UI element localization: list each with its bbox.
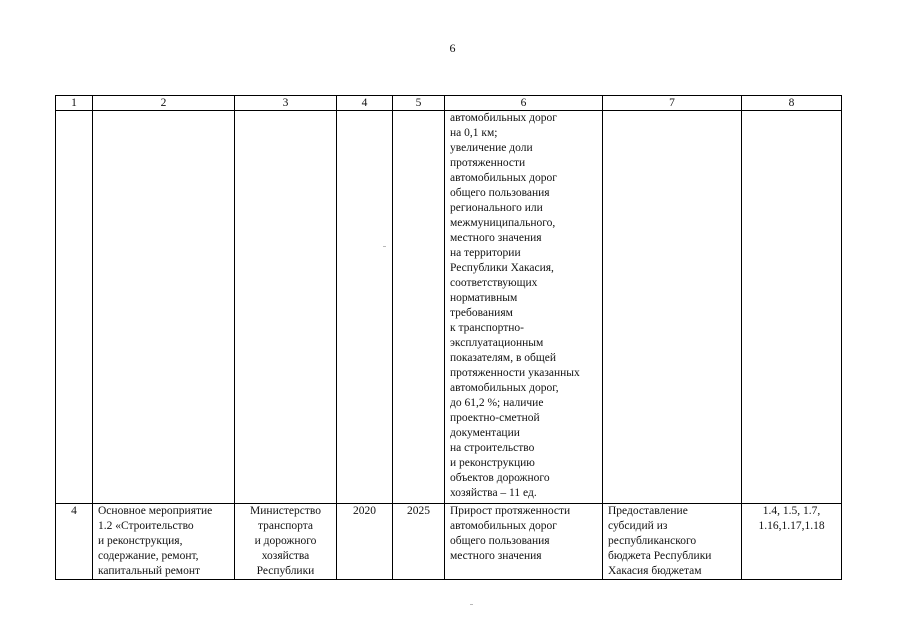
table-cell: 1.4, 1.5, 1.7, 1.16,1.17,1.18 [742, 504, 842, 580]
column-header: 3 [235, 96, 337, 111]
column-header: 4 [337, 96, 393, 111]
column-header: 2 [93, 96, 235, 111]
scan-speck [383, 246, 386, 247]
column-header: 5 [393, 96, 445, 111]
table-row [56, 111, 842, 504]
table-row [56, 504, 842, 580]
table-cell: 4 [56, 504, 93, 580]
table-cell: Предоставление субсидий из республиканского бюджета Республики Хакасия бюджетам [603, 504, 742, 580]
table-cell [56, 111, 93, 504]
table-cell: Прирост протяженности автомобильных дорог общего пользования местного значения [445, 504, 603, 580]
scan-speck [470, 604, 473, 605]
table-cell: Основное мероприятие 1.2 «Строительство и реконструкция, содержание, ремонт, капитальный ремонт [93, 504, 235, 580]
table-cell: Министерство транспорта и дорожного хозяйства Республики [235, 504, 337, 580]
column-header: 7 [603, 96, 742, 111]
table-cell [93, 111, 235, 504]
table-cell [603, 111, 742, 504]
column-header: 1 [56, 96, 93, 111]
table-cell [742, 111, 842, 504]
page-number: 6 [449, 41, 456, 55]
table-cell: автомобильных дорог на 0,1 км; увеличение доли протяженности автомобильных дорог общего пользования регионального или межмуниципального, местного значения на территории Республики Хакасия, соответствующих нормативным требованиям к транспортно- эксплуатационным показателям, в общей протяженности указанных автомобильных дорог, до 61,2 %; наличие проектно-сметной документации на строительство и реконструкцию объектов дорожного хозяйства – 11 ед. [445, 111, 603, 504]
table-cell: 2020 [337, 504, 393, 580]
column-header: 8 [742, 96, 842, 111]
table-cell: 2025 [393, 504, 445, 580]
table-header-row [56, 96, 842, 111]
column-header: 6 [445, 96, 603, 111]
table-cell [393, 111, 445, 504]
table-cell [337, 111, 393, 504]
measures-table [55, 95, 842, 580]
table-cell [235, 111, 337, 504]
